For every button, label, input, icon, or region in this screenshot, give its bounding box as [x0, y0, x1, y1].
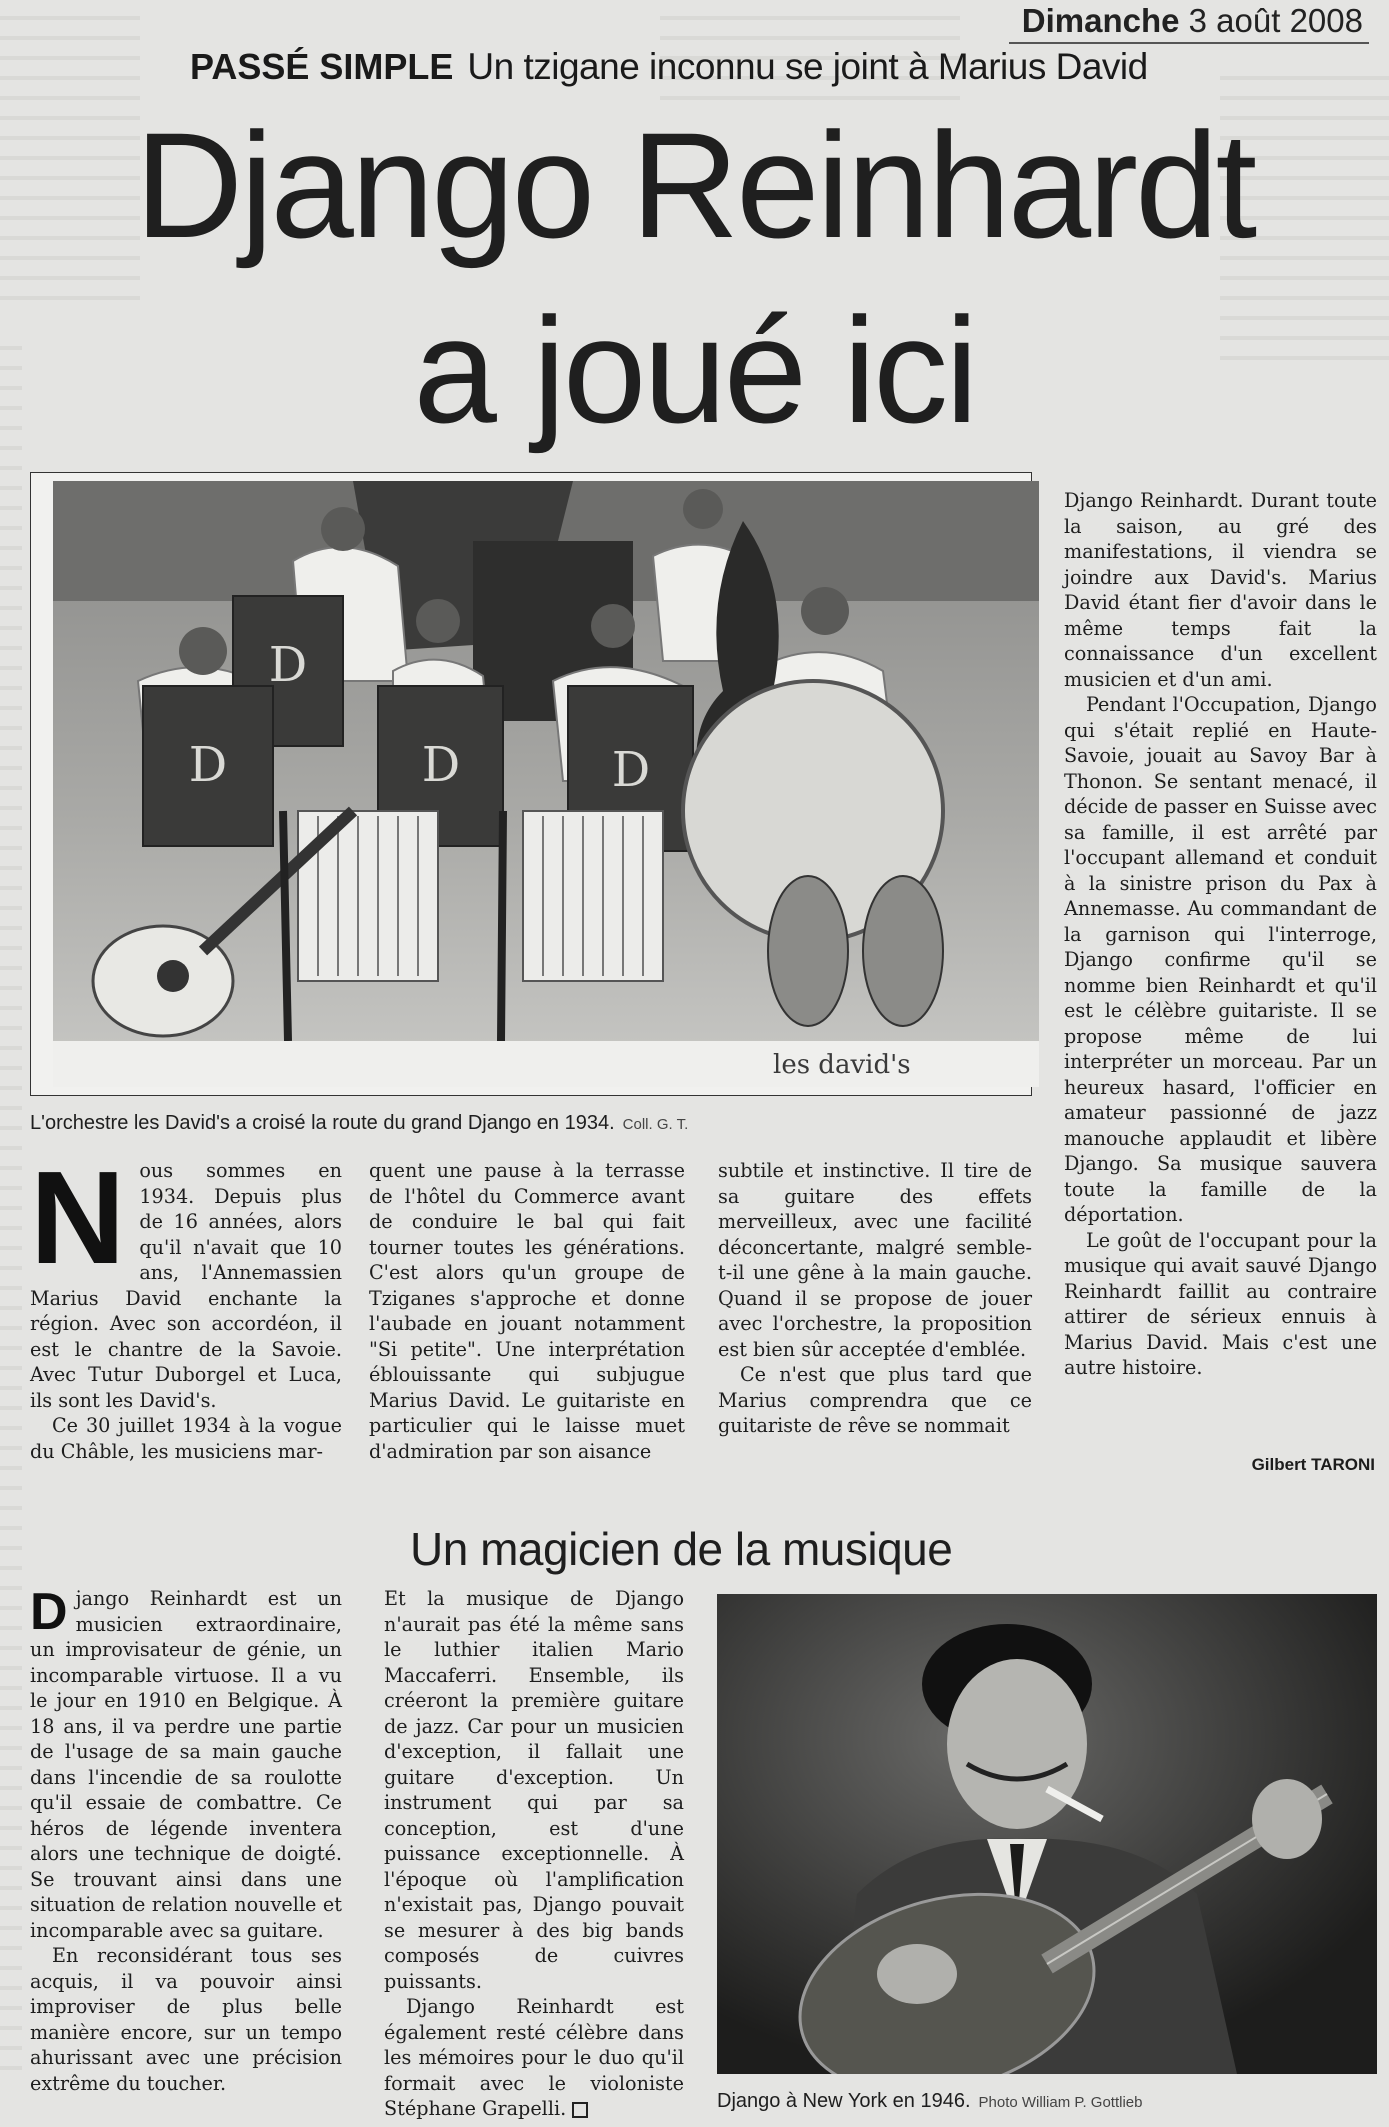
sidebar-column-1: [30, 1583, 342, 2096]
svg-text:D: D: [188, 737, 228, 793]
sidebar-col2-p1: Et la musique de Django n'aurait pas été la même sans le luthier italien Mario Maccaferri. Ensemble, ils créeront la première guitare de jazz. Car pour un musicien d'exception, il fallait une guitare d'exception. Un instrument qui par sa conception, est d'une puissance exceptionnelle. À l'époque où l'amplification n'existait pas, Django pouvait se mesurer à des big bands composés de cuivres puissants.: [384, 1587, 684, 1993]
sidebar-col1-p2: En reconsidérant tous ses acquis, il va pouvoir ainsi improviser de plus belle manière encore, sur un tempo ahurissant avec une précision extrême du toucher.: [30, 1944, 342, 2095]
sidebar-col2-p2-text: Django Reinhardt est également resté célèbre dans les mémoires pour le duo qu'il formait avec le violoniste Stéphane Grapelli.: [384, 1995, 684, 2120]
dateline: [1022, 2, 1363, 40]
article-column-2: [369, 1158, 685, 1464]
article-col3-p1: subtile et instinctive. Il tire de sa guitare des effets merveilleux, avec une facilité déconcertante, malgré semble-t-il une gêne à la main gauche. Quand il se propose de jouer avec l'orchestre, la proposition est bien sûr acceptée d'emblée.: [718, 1159, 1032, 1361]
article-column-1: [30, 1144, 342, 1464]
orchestra-photo: [30, 472, 1032, 1096]
byline-last: TARONI: [1311, 1455, 1375, 1474]
article-col4-p2: Pendant l'Occupation, Django qui s'était replié en Haute-Savoie, jouait au Savoy Bar à Thonon. Se sentant menacé, il décide de passer en Suisse avec sa famille, il est arrêté par l'occupant allemand et conduit à la sinistre prison du Pax à Annemasse. Au commandant de la garnison qui l'interroge, Django confirme qu'il se nomme bien Reinhardt et qu'il est le célèbre guitariste. Il se propose même de lui interpréter un morceau. Par un heureux hasard, l'officier en amateur passionné de jazz manouche applaudit et libère Django. Sa musique sauvera toute la famille de la déportation.: [1064, 693, 1378, 1226]
end-mark-icon: [572, 2102, 588, 2118]
svg-text:D: D: [421, 737, 461, 793]
django-photo: [717, 1594, 1377, 2074]
sidebar-col2-p2: [384, 1994, 684, 2122]
article-col3-p2: Ce n'est que plus tard que Marius comprendra que ce guitariste de rêve se nommait: [718, 1363, 1032, 1437]
orchestra-caption-credit: Coll. G. T.: [622, 1116, 689, 1133]
django-caption: [717, 2090, 1142, 2113]
article-col1-p1: ous sommes en 1934. Depuis plus de 16 années, alors qu'il n'avait que 10 ans, l'Annemassien Marius David enchante la région. Avec son accordéon, il est le chantre de la Savoie. Avec Tutur Duborgel et Luca, ils sont les David's.: [30, 1159, 342, 1412]
orchestra-print-label: les david's: [773, 1050, 911, 1080]
orchestra-caption: [30, 1112, 688, 1135]
django-caption-text: Django à New York en 1946.: [717, 2090, 971, 2112]
dateline-rule: [1009, 42, 1369, 44]
byline: [1252, 1455, 1375, 1475]
sidebar-col1-p1: jango Reinhardt est un musicien extraordinaire, un improvisateur de génie, un incomparable virtuose. Il a vu le jour en 1910 en Belgique. À 18 ans, il va perdre une partie de l'usage de sa main gauche dans l'incendie de sa roulotte qu'il essaie de combattre. Ce héros de légende inventera alors une technique de doigté. Se trouvant ainsi dans une situation de relation nouvelle et incomparable avec sa guitare.: [30, 1587, 342, 1942]
headline-line-1: Django Reinhardt: [134, 101, 1255, 269]
sidebar-column-2: [384, 1586, 684, 2122]
django-photo-image: [717, 1594, 1377, 2074]
article-col4-p1: Django Reinhardt. Durant toute la saison, au gré des manifestations, il viendra se joindre aux David's. Marius David étant fier d'avoir dans le même temps fait la connaissance d'un excellent musicien et d'un ami.: [1064, 489, 1377, 691]
article-col1-p2: Ce 30 juillet 1934 à la vogue du Châble, les musiciens mar-: [30, 1414, 342, 1463]
orchestra-caption-text: L'orchestre les David's a croisé la route du grand Django en 1934.: [30, 1112, 615, 1134]
sidebar-title: Un magicien de la musique: [410, 1523, 953, 1575]
article-column-3: [718, 1158, 1032, 1439]
django-caption-credit: Photo William P. Gottlieb: [978, 2094, 1143, 2111]
drop-cap-d: D: [30, 1583, 68, 1641]
article-col4-p3: Le goût de l'occupant pour la musique qui avait sauvé Django Reinhardt faillit au contraire attirer de sérieux ennuis à Marius David. Mais c'est une autre histoire.: [1064, 1228, 1377, 1379]
kicker-label: PASSÉ SIMPLE: [190, 46, 454, 87]
article-column-4: [1064, 488, 1377, 1381]
svg-text:D: D: [268, 637, 308, 693]
dateline-date: 3 août 2008: [1188, 2, 1363, 39]
svg-text:D: D: [611, 742, 651, 798]
kicker: [190, 46, 1148, 88]
article-col2-p1: quent une pause à la terrasse de l'hôtel du Commerce avant de conduire le bal qui fait tourner toutes les générations. C'est alors qu'un groupe de Tziganes s'approche et donne l'aubade en jouant notamment "Si petite". Une interprétation éblouissante qui subjugue Marius David. Le guitariste en particulier qui le laisse muet d'admiration par son aisance: [369, 1159, 685, 1463]
orchestra-photo-image: [53, 481, 1039, 1087]
drop-cap-n: N: [30, 1144, 126, 1291]
dateline-day: Dimanche: [1021, 2, 1180, 39]
byline-first: Gilbert: [1251, 1455, 1307, 1474]
headline-line-2: a joué ici: [413, 286, 976, 454]
neighbor-column-left-lower: [0, 330, 22, 2080]
kicker-text: Un tzigane inconnu se joint à Marius David: [467, 46, 1148, 87]
